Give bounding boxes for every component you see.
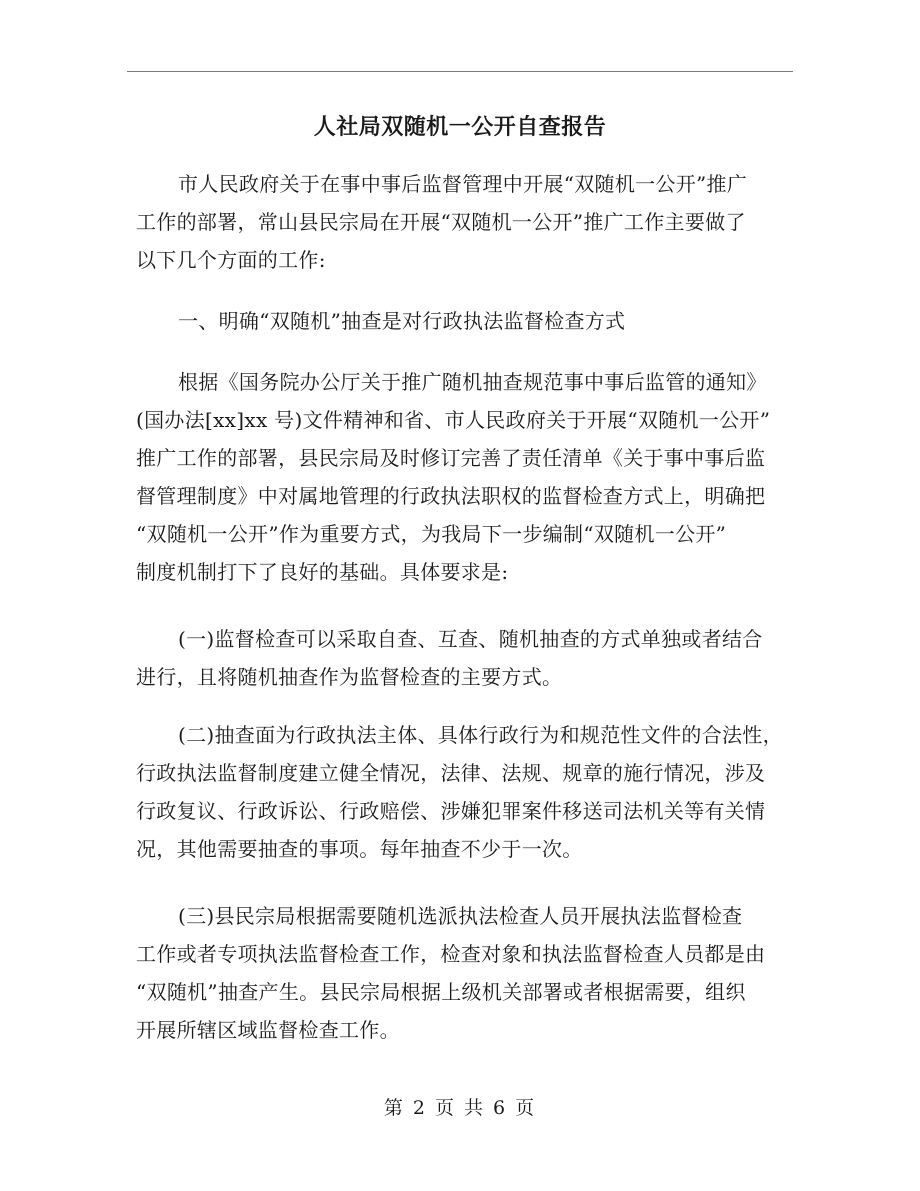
text-line: 一、明确“双随机”抽查是对行政执法监督检查方式 <box>178 309 626 333</box>
text-line: 开展所辖区域监督检查工作。 <box>136 1018 400 1042</box>
text-line: 工作的部署，常山县民宗局在开展“双随机一公开”推广工作主要做了 <box>136 210 746 234</box>
text-line: 以下几个方面的工作: <box>136 248 326 272</box>
text-line: 制度机制打下了良好的基础。具体要求是: <box>136 560 509 584</box>
text-line: (三)县民宗局根据需要随机选派执法检查人员开展执法监督检查 <box>178 904 743 928</box>
page-number-footer: 第 2 页 共 6 页 <box>383 1097 537 1119</box>
text-line: (一)监督检查可以采取自查、互查、随机抽查的方式单独或者结合 <box>178 627 763 651</box>
text-line: (国办法[xx]xx 号)文件精神和省、市人民政府关于开展“双随机一公开” <box>136 408 771 432</box>
paragraph-basis <box>136 363 790 591</box>
text-line: “双随机”抽查产生。县民宗局根据上级机关部署或者根据需要，组织 <box>136 980 746 1004</box>
text-line: (二)抽查面为行政执法主体、具体行政行为和规范性文件的合法性， <box>178 723 783 747</box>
text-line: 市人民政府关于在事中事后监督管理中开展“双随机一公开”推广 <box>178 172 748 196</box>
paragraph-intro <box>136 165 790 279</box>
text-line: 根据《国务院办公厅关于推广随机抽查规范事中事后监管的通知》 <box>178 370 767 394</box>
header-rule <box>127 71 793 72</box>
text-line: 推广工作的部署，县民宗局及时修订完善了责任清单《关于事中事后监 <box>136 446 766 470</box>
text-line: 工作或者专项执法监督检查工作，检查对象和执法监督检查人员都是由 <box>136 942 766 966</box>
text-line: 行政执法监督制度建立健全情况，法律、法规、规章的施行情况，涉及 <box>136 761 766 785</box>
paragraph-item-3 <box>136 897 790 1049</box>
text-line: 督管理制度》中对属地管理的行政执法职权的监督检查方式上，明确把 <box>136 484 766 508</box>
text-line: 行政复议、行政诉讼、行政赔偿、涉嫌犯罪案件移送司法机关等有关情 <box>136 799 766 823</box>
paragraph-item-1 <box>136 620 790 696</box>
text-line: 进行，且将随机抽查作为监督检查的主要方式。 <box>136 665 563 689</box>
text-line: “双随机一公开”作为重要方式，为我局下一步编制“双随机一公开” <box>136 522 727 546</box>
document-title: 人社局双随机一公开自查报告 <box>313 114 607 140</box>
text-line: 况，其他需要抽查的事项。每年抽查不少于一次。 <box>136 837 583 861</box>
section-heading <box>136 302 790 340</box>
paragraph-item-2 <box>136 716 790 868</box>
